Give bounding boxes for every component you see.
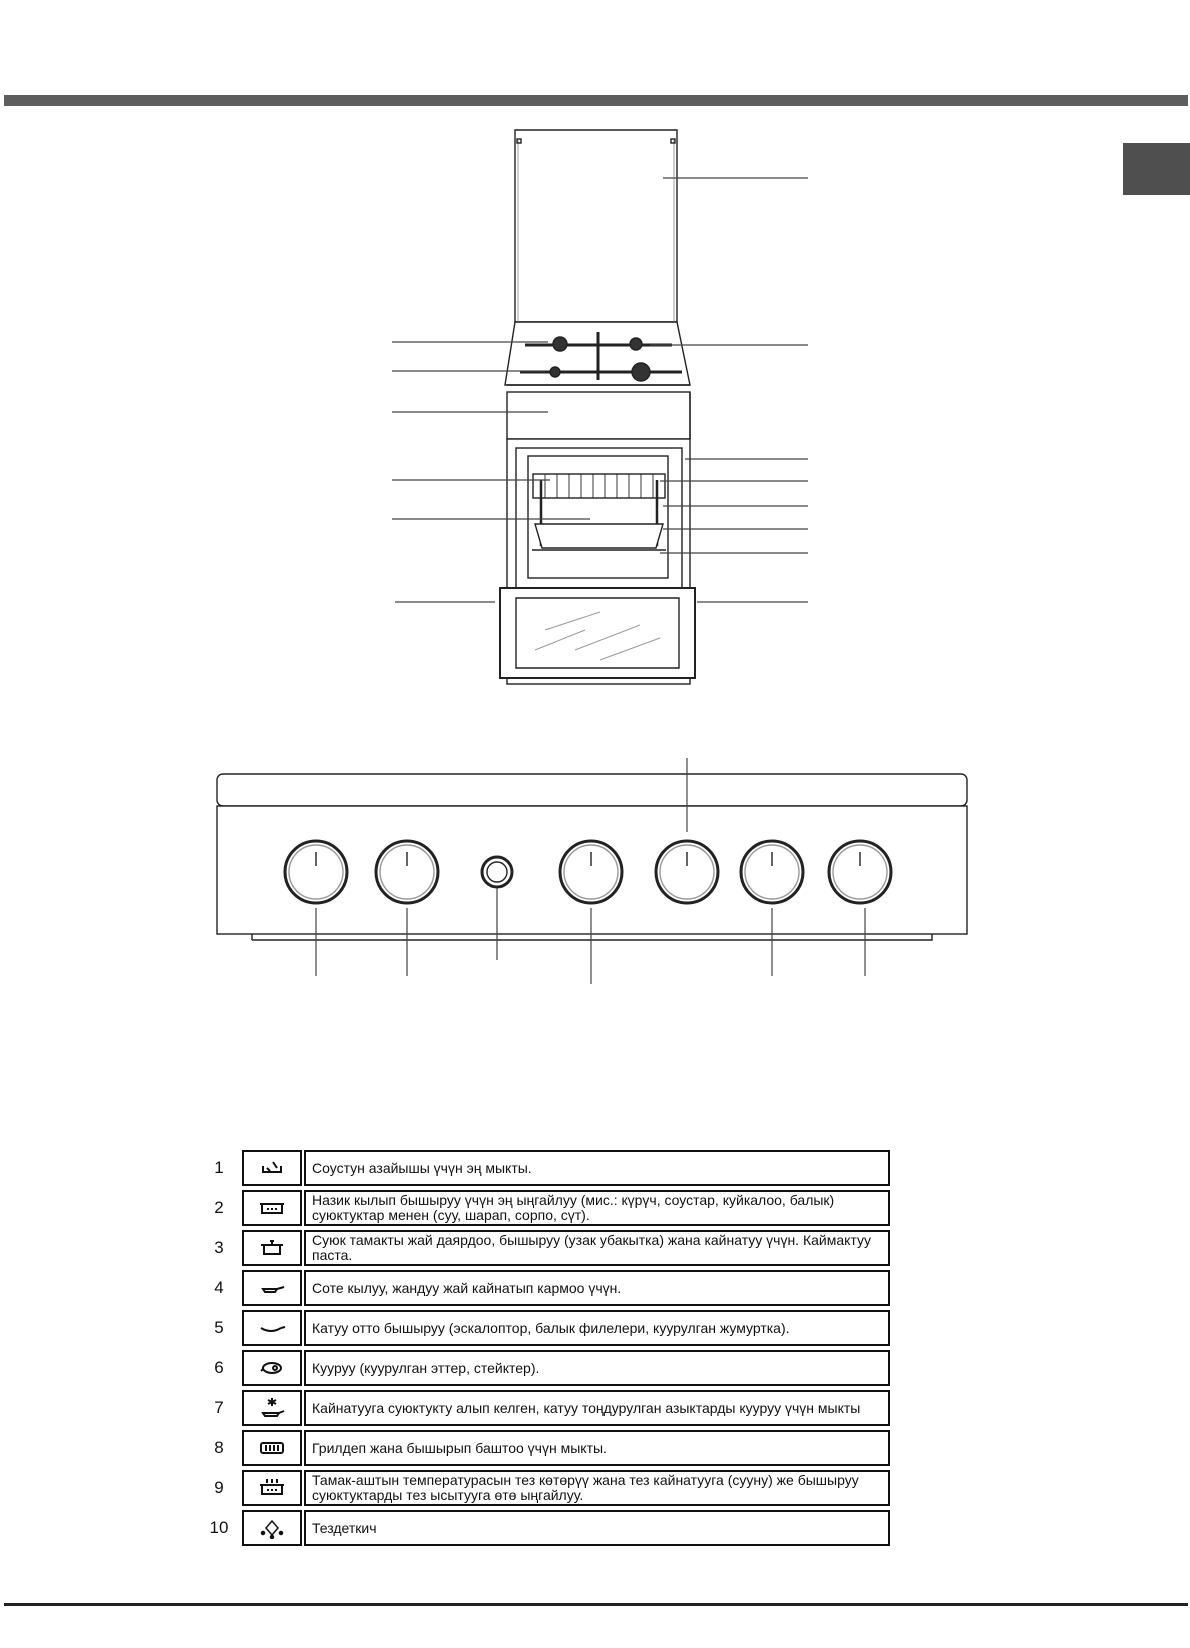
row-description: Соустун азайышы үчүн эң мыкты. [312, 1159, 532, 1176]
burner-settings-legend [200, 1148, 890, 1548]
legend-row [200, 1148, 890, 1188]
row-number: 8 [214, 1438, 224, 1457]
row-number: 6 [214, 1358, 224, 1377]
legend-row [200, 1508, 890, 1548]
row-number: 7 [214, 1398, 224, 1417]
simmer-pot-icon [242, 1190, 302, 1226]
roast-meat-icon [242, 1350, 302, 1386]
row-number: 1 [214, 1158, 224, 1177]
row-description: Тездеткич [312, 1519, 377, 1536]
row-description: Катуу отто бышыруу (эскалоптор, балык филелери, куурулган жумуртка). [312, 1319, 790, 1336]
legend-row [200, 1348, 890, 1388]
grill-icon [242, 1430, 302, 1466]
legend-row [200, 1428, 890, 1468]
row-number: 5 [214, 1318, 224, 1337]
row-number: 2 [214, 1198, 224, 1217]
legend-row [200, 1268, 890, 1308]
row-number: 9 [214, 1478, 224, 1497]
frying-pan-icon [242, 1310, 302, 1346]
legend-row [200, 1468, 890, 1508]
frozen-fry-icon [242, 1390, 302, 1426]
row-description: Соте кылуу, жандуу жай кайнатып кармоо үчүн. [312, 1279, 622, 1296]
row-description: Грилдеп жана бышырып баштоо үчүн мыкты. [312, 1439, 607, 1456]
row-number: 4 [214, 1278, 224, 1297]
legend-row [200, 1188, 890, 1228]
row-description: Назик кылып бышыруу үчүн эң ыңгайлуу (мис.: күрүч, соустар, куйкалоо, балык) суюктуктар менен (суу, шарап, сорпо, сүт). [312, 1192, 835, 1223]
row-number: 3 [214, 1238, 224, 1257]
sauce-pot-icon [242, 1150, 302, 1186]
booster-icon [242, 1510, 302, 1546]
row-description: Кууруу (куурулган эттер, стейктер). [312, 1359, 540, 1376]
panel-top-face [217, 774, 967, 806]
row-description: Тамак-аштын температурасын тез көтөрүү жана тез кайнатууга (сууну) же бышыруу суюктуктарды тез ысытууга өтө ыңгайлуу. [312, 1472, 859, 1503]
panel-front-face [217, 806, 967, 934]
rapid-boil-icon [242, 1470, 302, 1506]
legend-row [200, 1308, 890, 1348]
stew-pot-icon [242, 1230, 302, 1266]
row-number: 10 [209, 1518, 229, 1537]
saute-pan-icon [242, 1270, 302, 1306]
legend-row [200, 1388, 890, 1428]
row-description: Суюк тамакты жай даярдоо, бышыруу (узак убакытка) жана кайнатуу үчүн. Каймактуу паста. [312, 1232, 871, 1263]
legend-row [200, 1228, 890, 1268]
row-description: Кайнатууга суюктукту алып келген, катуу тоңдурулган азыктарды кууруу үчүн мыкты [312, 1399, 861, 1416]
footer-rule [4, 1603, 1188, 1606]
